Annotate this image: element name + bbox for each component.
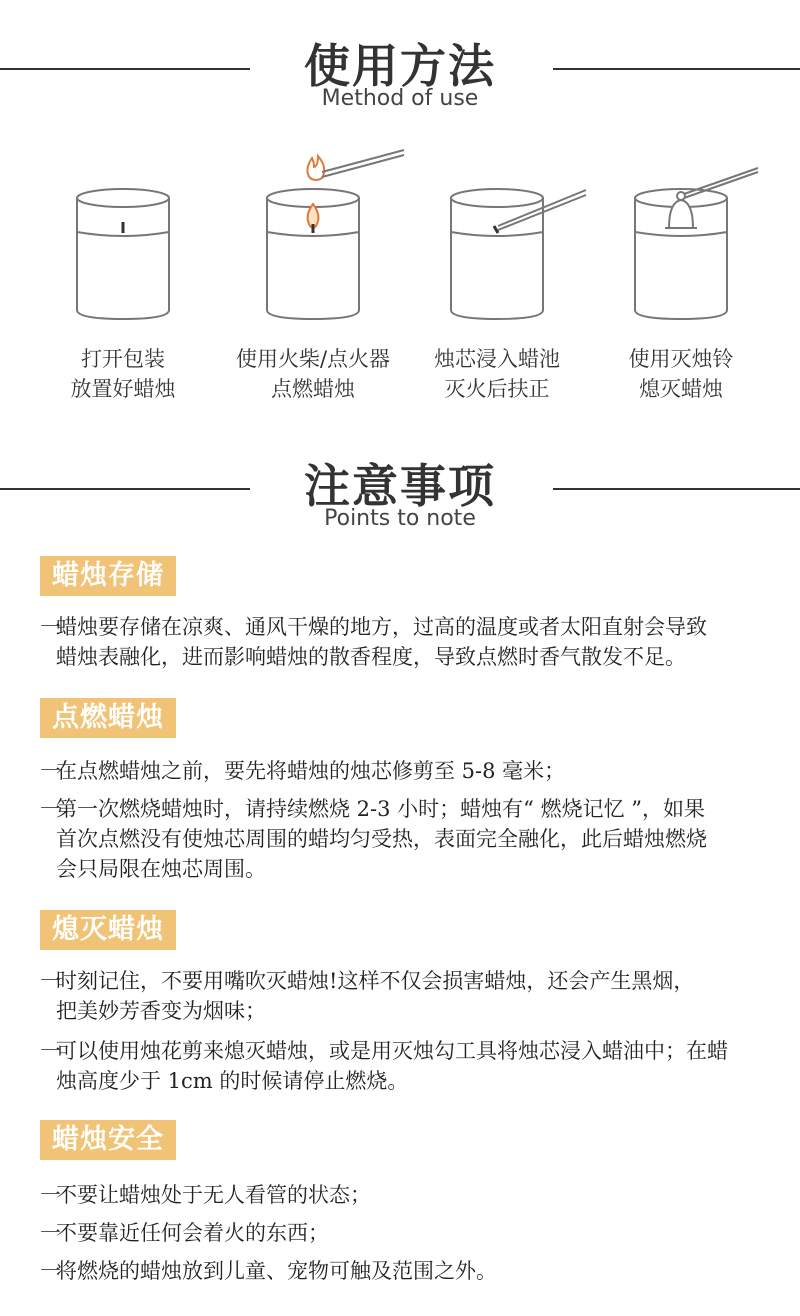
- step-4-caption: [586, 344, 776, 404]
- candle-icon: [28, 140, 218, 330]
- note-item: [40, 1256, 770, 1286]
- note-line: 可以使用烛花剪来熄灭蜡烛，或是用灭烛勾工具将烛芯浸入蜡油中；在蜡: [56, 1039, 728, 1063]
- dash-marker: 一: [40, 969, 61, 993]
- dash-marker: 一: [40, 1039, 61, 1063]
- step-4: [586, 140, 776, 404]
- candle-wick-dip-icon: [402, 140, 592, 330]
- note-line: 把美妙芳香变为烟味；: [56, 999, 266, 1023]
- section-tag-storage: 蜡烛存储: [40, 556, 176, 596]
- usage-subtitle: Method of use: [321, 86, 479, 111]
- note-item: [40, 966, 770, 1026]
- note-line: 不要让蜡烛处于无人看管的状态；: [56, 1183, 371, 1207]
- step-1: [28, 140, 218, 404]
- step-3-line2: 灭火后扶正: [444, 377, 550, 401]
- dash-marker: 一: [40, 797, 61, 821]
- dash-marker: 一: [40, 1183, 61, 1207]
- candle-snuffer-icon: [586, 140, 776, 330]
- step-4-line2: 熄灭蜡烛: [639, 377, 723, 401]
- step-3: [402, 140, 592, 404]
- note-line: 蜡烛表融化，进而影响蜡烛的散香程度，导致点燃时香气散发不足。: [56, 645, 686, 669]
- step-1-line2: 放置好蜡烛: [70, 377, 176, 401]
- note-line: 在点燃蜡烛之前，要先将蜡烛的烛芯修剪至 5-8 毫米；: [56, 759, 566, 783]
- note-item: [40, 612, 770, 672]
- note-item: [40, 1218, 770, 1248]
- note-item: [40, 794, 770, 884]
- section-tag-safety: 蜡烛安全: [40, 1120, 176, 1160]
- dash-marker: 一: [40, 759, 61, 783]
- note-item: [40, 756, 770, 786]
- step-2-line1: 使用火柴/点火器: [235, 347, 391, 371]
- dash-marker: 一: [40, 1221, 61, 1245]
- dash-marker: 一: [40, 615, 61, 639]
- step-2-caption: [218, 344, 408, 404]
- note-line: 时刻记住，不要用嘴吹灭蜡烛!这样不仅会损害蜡烛，还会产生黑烟，: [56, 969, 695, 993]
- step-2-line2: 点燃蜡烛: [271, 377, 355, 401]
- candle-lit-match-icon: [218, 140, 408, 330]
- note-line: 首次点燃没有使烛芯周围的蜡均匀受热，表面完全融化，此后蜡烛燃烧: [56, 827, 707, 851]
- note-line: 烛高度少于 1cm 的时候请停止燃烧。: [56, 1069, 409, 1093]
- step-4-line1: 使用灭烛铃: [628, 347, 734, 371]
- note-line: 将燃烧的蜡烛放到儿童、宠物可触及范围之外。: [56, 1259, 497, 1283]
- section-tag-extinguish: 熄灭蜡烛: [40, 910, 176, 950]
- step-3-caption: [402, 344, 592, 404]
- step-3-line1: 烛芯浸入蜡池: [434, 347, 560, 371]
- note-line: 会只局限在烛芯周围。: [56, 857, 266, 881]
- section-tag-lighting: 点燃蜡烛: [40, 698, 176, 738]
- note-line: 第一次燃烧蜡烛时，请持续燃烧 2-3 小时；蜡烛有“ 燃烧记忆 ”，如果: [56, 797, 705, 821]
- note-line: 不要靠近任何会着火的东西；: [56, 1221, 329, 1245]
- step-1-caption: [28, 344, 218, 404]
- notes-title: 注意事项: [304, 459, 496, 513]
- step-2: [218, 140, 408, 404]
- note-item: [40, 1180, 770, 1210]
- note-item: [40, 1036, 770, 1096]
- notes-subtitle: Points to note: [324, 506, 476, 531]
- note-line: 蜡烛要存储在凉爽、通风干燥的地方，过高的温度或者太阳直射会导致: [56, 615, 707, 639]
- usage-title: 使用方法: [304, 39, 496, 93]
- step-1-line1: 打开包装: [81, 347, 165, 371]
- dash-marker: 一: [40, 1259, 61, 1283]
